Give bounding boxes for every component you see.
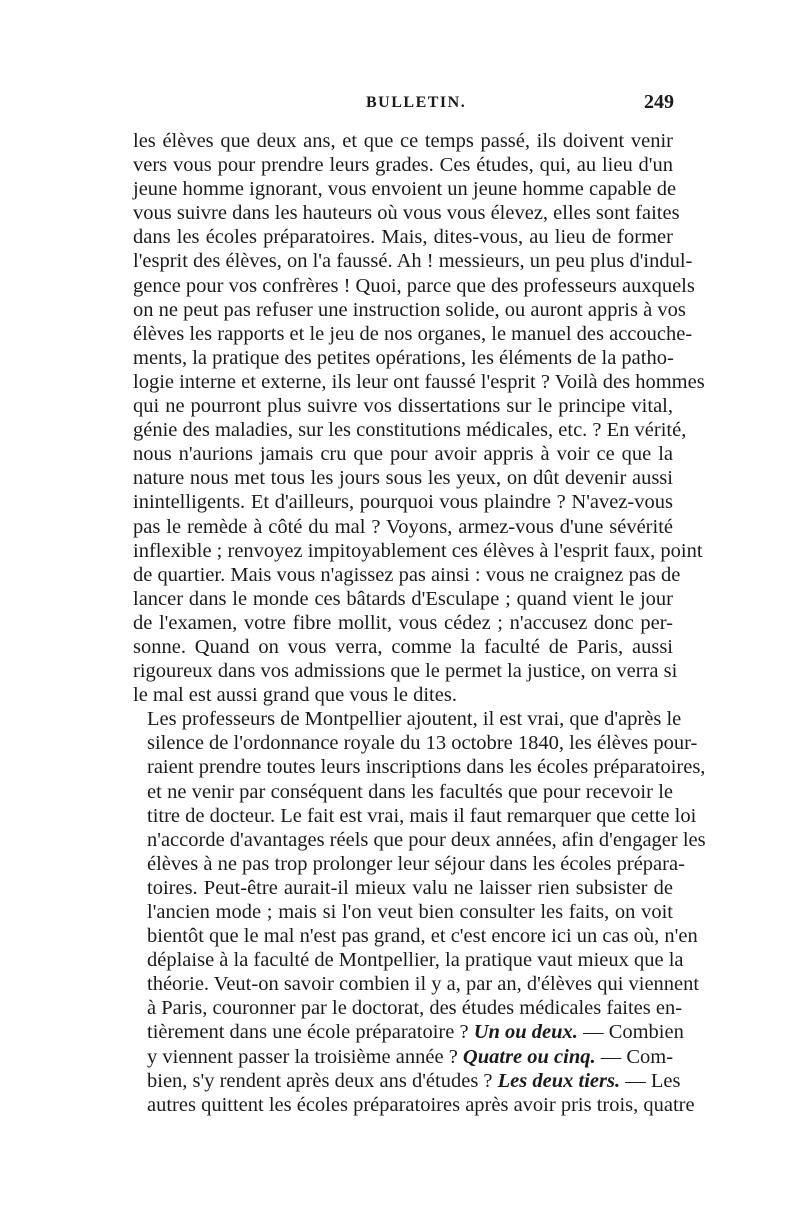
text-line: nature nous met tous les jours sous les yeux, on dût devenir aussi xyxy=(133,467,673,490)
text-line: Les professeurs de Montpellier ajoutent, il est vrai, que d'après le xyxy=(147,708,682,731)
text-line: vous suivre dans les hauteurs où vous vous élevez, elles sont faites xyxy=(133,202,680,225)
text-line: le mal est aussi grand que vous le dites. xyxy=(133,684,457,707)
text-line: qui ne pourront plus suivre vos dissertations sur le principe vital, xyxy=(133,395,673,418)
text-line: n'accorde d'avantages réels que pour deux années, afin d'engager les xyxy=(147,828,706,851)
text-line: génie des maladies, sur les constitutions médicales, etc. ? En vérité, xyxy=(133,419,687,442)
text-line: élèves les rapports et le jeu de nos organes, le manuel des accouche- xyxy=(133,322,693,345)
text-line: dans les écoles préparatoires. Mais, dites-vous, au lieu de former xyxy=(133,226,673,249)
text-line: l'esprit des élèves, on l'a faussé. Ah ! messieurs, un peu plus d'indul- xyxy=(133,250,693,273)
italic-answer: Quatre ou cinq. xyxy=(462,1045,596,1068)
text-fragment: — Com- xyxy=(595,1045,674,1068)
text-line: et ne venir par conséquent dans les facultés que pour recevoir le xyxy=(147,780,673,803)
text-line: autres quittent les écoles préparatoires après avoir pris trois, quatre xyxy=(147,1093,695,1116)
text-line: l'ancien mode ; mais si l'on veut bien consulter les faits, on voit xyxy=(147,901,673,923)
text-line: inintelligents. Et d'ailleurs, pourquoi vous plaindre ? N'avez-vous xyxy=(133,491,673,514)
text-line: de quartier. Mais vous n'agissez pas ainsi : vous ne craignez pas de xyxy=(133,563,681,586)
text-line: silence de l'ordonnance royale du 13 octobre 1840, les élèves pour- xyxy=(147,732,698,755)
italic-answer: Un ou deux. xyxy=(473,1021,578,1044)
text-line: pas le remède à côté du mal ? Voyons, armez-vous d'une sévérité xyxy=(133,515,673,538)
text-line: théorie. Veut-on savoir combien il y a, par an, d'élèves qui viennent xyxy=(147,973,700,996)
body-text xyxy=(133,129,706,1117)
text-line: élèves à ne pas trop prolonger leur séjour dans les écoles prépara- xyxy=(147,852,685,875)
text-line: à Paris, couronner par le doctorat, des études médicales faites en- xyxy=(147,997,683,1020)
text-line: bientôt que le mal n'est pas grand, et c'est encore ici un cas où, n'en xyxy=(147,925,698,948)
text-fragment: tièrement dans une école préparatoire ? xyxy=(147,1021,469,1044)
text-line: ments, la pratique des petites opérations, les éléments de la patho- xyxy=(133,346,674,369)
running-head xyxy=(0,91,800,120)
text-line: les élèves que deux ans, et que ce temps passé, ils doivent venir xyxy=(133,130,673,152)
text-fragment: — Combien xyxy=(577,1021,684,1044)
text-line-mixed xyxy=(133,1045,673,1069)
italic-answer: Les deux tiers. xyxy=(497,1069,621,1092)
text-line: logie interne et externe, ils leur ont faussé l'esprit ? Voilà des hommes xyxy=(133,370,705,393)
text-fragment: bien, s'y rendent après deux ans d'études ? xyxy=(147,1069,498,1092)
running-title: BULLETIN. xyxy=(366,94,467,111)
text-line: lancer dans le monde ces bâtards d'Esculape ; quand vient le jour xyxy=(133,587,673,610)
text-line: nous n'aurions jamais cru que pour avoir appris à voir ce que la xyxy=(133,443,673,466)
text-line: inflexible ; renvoyez impitoyablement ces élèves à l'esprit faux, point xyxy=(133,539,703,562)
text-line: sonne. Quand on vous verra, comme la faculté de Paris, aussi xyxy=(133,635,673,658)
text-line-mixed xyxy=(133,1069,681,1093)
paragraph-1 xyxy=(133,129,705,707)
text-line: vers vous pour prendre leurs grades. Ces études, qui, au lieu d'un xyxy=(133,154,673,177)
text-line: toires. Peut-être aurait-il mieux valu ne laisser rien subsister de xyxy=(147,876,673,899)
text-fragment: y viennent passer la troisième année ? xyxy=(147,1045,463,1068)
text-line-mixed xyxy=(133,1020,684,1044)
text-line: de l'examen, votre fibre mollit, vous cédez ; n'accusez donc per- xyxy=(133,611,673,634)
text-line: titre de docteur. Le fait est vrai, mais il faut remarquer que cette loi xyxy=(147,804,697,827)
page-number: 249 xyxy=(644,91,674,113)
text-line: jeune homme ignorant, vous envoient un jeune homme capable de xyxy=(133,178,677,201)
text-line: on ne peut pas refuser une instruction solide, ou auront appris à vos xyxy=(133,298,686,321)
text-line: raient prendre toutes leurs inscriptions dans les écoles préparatoires, xyxy=(147,756,706,779)
text-fragment: — Les xyxy=(620,1069,681,1092)
paragraph-2 xyxy=(133,707,706,1117)
text-line: rigoureux dans vos admissions que le permet la justice, on verra si xyxy=(133,660,678,683)
text-line: gence pour vos confrères ! Quoi, parce que des professeurs auxquels xyxy=(133,274,695,297)
text-line: déplaise à la faculté de Montpellier, la pratique vaut mieux que la xyxy=(147,949,684,972)
